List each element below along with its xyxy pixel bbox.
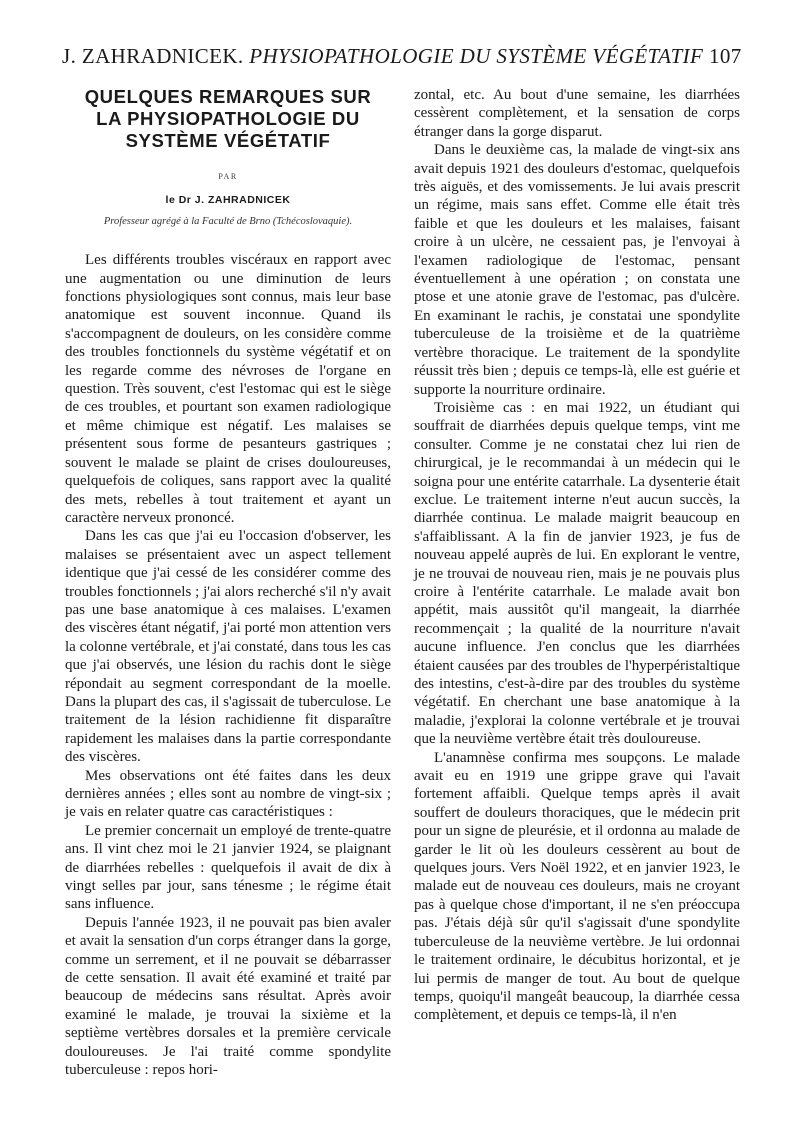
author-affiliation: Professeur agrégé à la Faculté de Brno (Tchécoslovaquie). bbox=[103, 215, 353, 227]
paragraph: L'anamnèse confirma mes soupçons. Le malade avait eu en 1919 une grippe grave qui l'avait fortement affaibli. Quelque temps après il avait souffert de douleurs thoraciques, que le médecin prit pour un signe de pleurésie, et il ordonna au malade de garder le lit où les douleurs cessèrent au bout de quelques jours. Vers Noël 1922, et en janvier 1923, le malade eut de nouveau ces douleurs, mais ne croyant pas à quelque chose d'important, il ne s'en préoccupa pas. J'étais déjà sûr qu'il s'agissait d'une spondylite tuberculeuse de la neuvième vertèbre. Je lui ordonnai le traitement ordinaire, le décubitus horizontal, et je lui permis de manger de tout. Au bout de quelque temps, quoiqu'il mangeât beaucoup, la diarrhée cessa complètement, et depuis ce temps-là, il n'en bbox=[414, 749, 740, 1024]
article-title-line: QUELQUES REMARQUES SUR bbox=[84, 86, 372, 107]
paragraph: Troisième cas : en mai 1922, un étudiant qui souffrait de diarrhées depuis quelque temps, vint me consulter. Comme je ne constatai chez lui rien de chirurgical, je le recommandai à un médecin qui le soigna pour une entérite catarrhale. La dysenterie était exclue. Le traitement interne n'eut aucun succès, la diarrhée continua. Le malade maigrit beaucoup en s'affaiblissant. A la fin de janvier 1923, je fus de nouveau appelé auprès de lui. En explorant le ventre, je ne trouvai de nouveau rien, mais je ne pouvais plus croire à l'entérite catarrhale. Le malade avait bon appétit, mais aussitôt qu'il mangeait, la diarrhée recommençait ; la qualité de la nourriture n'avait aucune influence. J'en conclus que les diarrhées étaient causées par des troubles de l'hyperpéristaltique des intestins, c'est-à-dire par des troubles du système végétatif. En cherchant une base anatomique à la maladie, j'explorai la colonne vertébrale et je trouvai que la neuvième vertèbre était très douloureuse. bbox=[414, 399, 740, 748]
author-name: le Dr J. ZAHRADNICEK bbox=[165, 194, 291, 207]
page-number: 107 bbox=[708, 44, 742, 68]
paragraph: Mes observations ont été faites dans les deux dernières années ; elles sont au nombre de vingt-six ; je vais en relater quatre cas caractéristiques : bbox=[65, 767, 391, 821]
paragraph: Le premier concernait un employé de trente-quatre ans. Il vint chez moi le 21 janvier 1924, se plaignant de diarrhées rebelles : quelquefois il avait de dix à vingt selles par jour, sans ténesme ; le régime était sans influence. bbox=[65, 822, 391, 913]
paragraph-continued: zontal, etc. Au bout d'une semaine, les diarrhées cessèrent complètement, et la sensation de corps étranger dans la gorge disparut. bbox=[414, 87, 740, 140]
byline-par: PAR bbox=[218, 172, 238, 181]
left-column bbox=[65, 86, 391, 1080]
right-column bbox=[414, 86, 740, 1025]
article-title bbox=[65, 86, 391, 152]
article-title-line: SYSTÈME VÉGÉTATIF bbox=[125, 130, 331, 151]
paragraph: Dans le deuxième cas, la malade de vingt-six ans avait depuis 1921 des douleurs d'estomac, quelquefois très aiguës, et des vomissements. Je lui avais prescrit un régime, mais sans effet. Comme elle était très faible et que les douleurs et les malaises, faisant croire à un ulcère, ne cessaient pas, je l'envoyai à l'examen radiologique de l'estomac, pensant éventuellement à une opération ; on constata une ptose et une atonie grave de l'estomac, pas d'ulcère. En examinant le rachis, je constatai une spondylite tuberculeuse de la troisième et de la quatrième vertèbre thoracique. Le traitement de la spondylite réussit très bien ; depuis ce temps-là, elle est guérie et supporte la nourriture ordinaire. bbox=[414, 142, 740, 398]
article-title-line: LA PHYSIOPATHOLOGIE DU bbox=[96, 108, 360, 129]
running-head-title: PHYSIOPATHOLOGIE DU SYSTÈME VÉGÉTATIF bbox=[249, 44, 704, 68]
paragraph: Depuis l'année 1923, il ne pouvait pas bien avaler et avait la sensation d'un corps étranger dans la gorge, comme un serrement, et il ne pouvait se débarrasser de cette sensation. Il avait été examiné et traité par beaucoup de médecins sans résultat. Après avoir examiné le malade, je trouvai la sixième et la septième vertèbres dorsales et la première cervicale douloureuses. Je l'ai traité comme spondylite tuberculeuse : repos hori- bbox=[65, 914, 391, 1079]
running-head bbox=[62, 44, 742, 76]
paragraph: Dans les cas que j'ai eu l'occasion d'observer, les malaises se présentaient avec un aspect tellement identique que j'ai cessé de les considérer comme des troubles fonctionnels ; j'ai alors recherché s'il n'y avait pas une base anatomique à ces malaises. L'examen des viscères étant négatif, j'ai porté mon attention vers la colonne vertébrale, et j'ai constaté, dans tous les cas que j'ai observés, une lésion du rachis dont le siège répondait au segment correspondant de la moelle. Dans la plupart des cas, il s'agissait de tuberculose. Le traitement de la lésion rachidienne fit disparaître rapidement les malaises dans la partie correspondante des viscères. bbox=[65, 528, 391, 766]
paragraph: Les différents troubles viscéraux en rapport avec une augmentation ou une diminution de leurs fonctions physiologiques sont connus, mais leur base anatomique est souvent inconnue. Quand ils s'accompagnent de douleurs, on les considère comme des troubles fonctionnels du système végétatif et on les regarde comme des névroses de l'organe en question. Très souvent, c'est l'estomac qui est le siège de ces troubles, et pourtant son examen radiologique et même chimique est négatif. Les malaises se présentent sous forme de pesanteurs gastriques ; souvent le malade se plaint de crises douloureuses, quelquefois de coliques, sans rapport avec la qualité des mets, rebelles à tout traitement et ayant un caractère nerveux prononcé. bbox=[65, 252, 391, 526]
running-head-author: J. ZAHRADNICEK. bbox=[62, 44, 244, 68]
